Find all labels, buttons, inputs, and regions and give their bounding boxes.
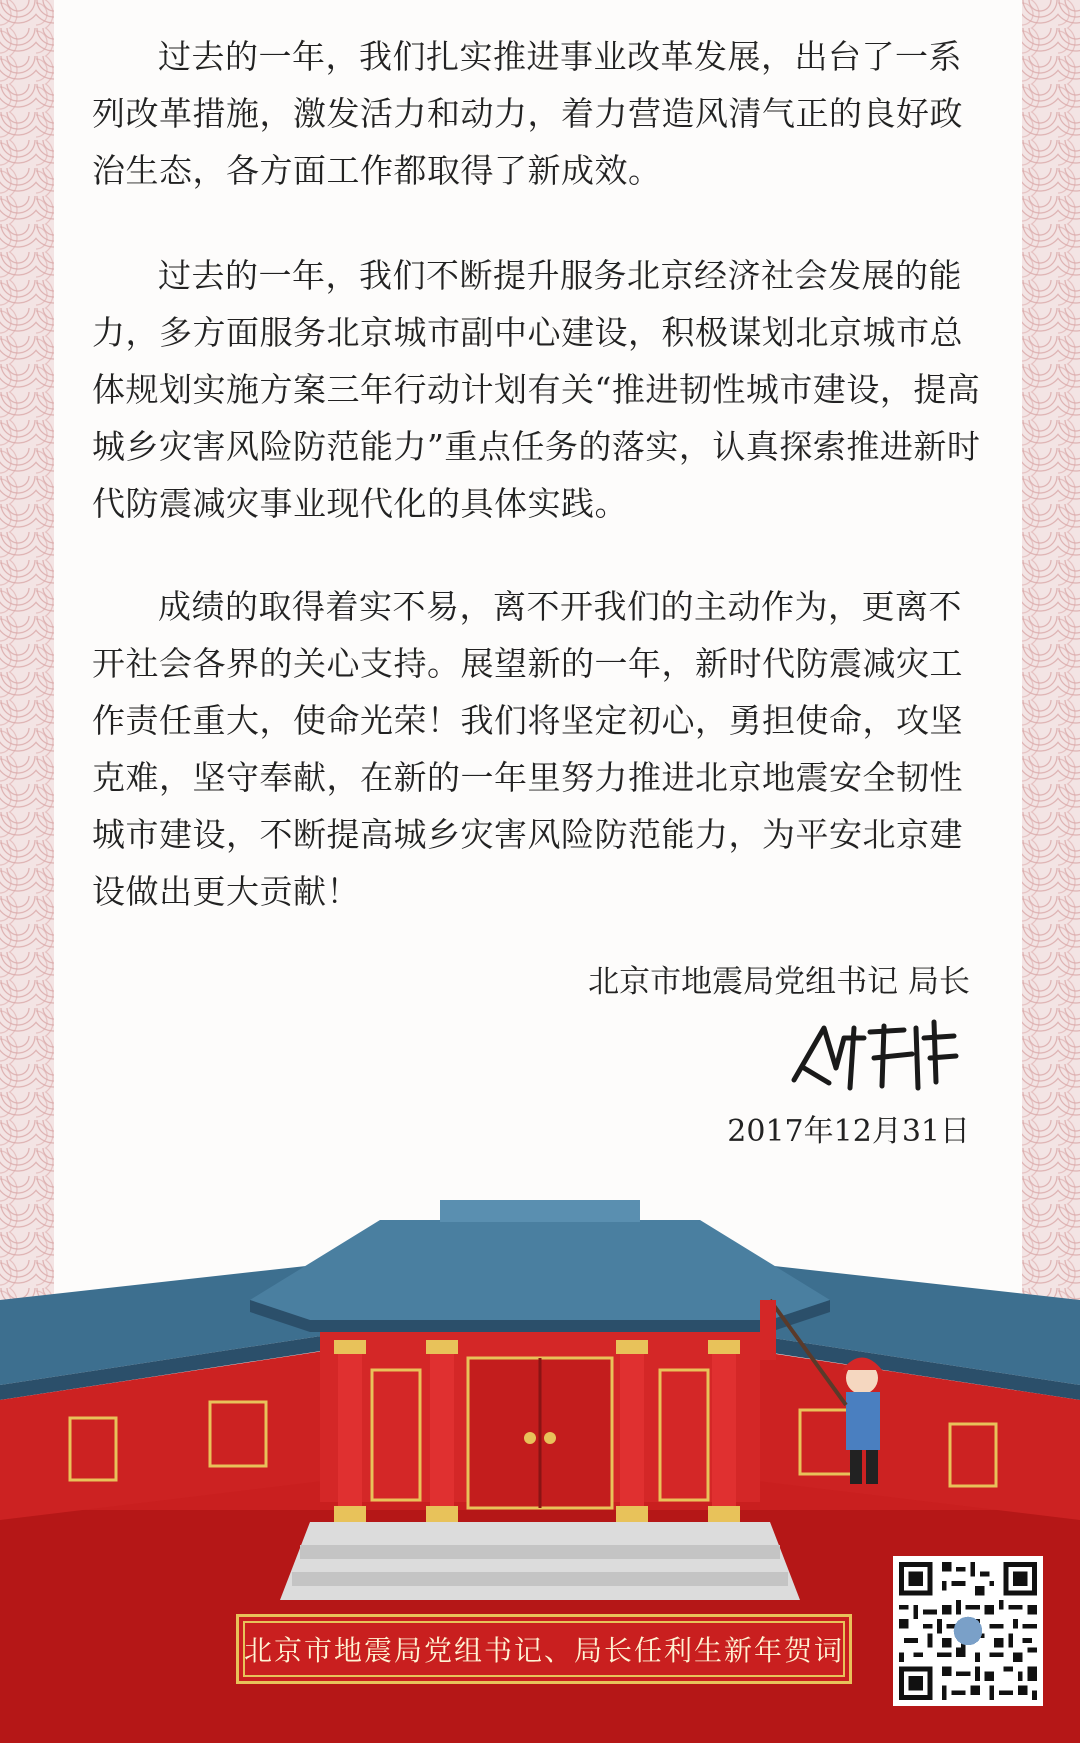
letter-date: 2017年12月31日 — [727, 1114, 970, 1149]
signature-icon — [784, 1008, 964, 1098]
banner-text: 北京市地震局党组书记、局长任利生新年贺词 — [243, 1634, 844, 1667]
letter-body — [92, 28, 992, 968]
left-decorative-border — [0, 0, 54, 1300]
paragraph-1: 过去的一年，我们扎实推进事业改革发展，出台了一系列改革措施，激发活力和动力，着力营造风清气正的良好政治生态，各方面工作都取得了新成效。 — [92, 37, 963, 190]
title-banner — [236, 1614, 852, 1684]
right-decorative-border — [1022, 0, 1080, 1300]
signer-title: 北京市地震局党组书记 局长 — [588, 964, 970, 1000]
paragraph-2: 过去的一年，我们不断提升服务北京经济社会发展的能力，多方面服务北京城市副中心建设，积极谋划北京城市总体规划实施方案三年行动计划有关“推进韧性城市建设，提高城乡灾害风险防范能力”重点任务的落实，认真探索推进新时代防震减灾事业现代化的具体实践。 — [92, 256, 981, 523]
qr-code-icon — [893, 1556, 1043, 1706]
qr-pattern — [899, 1562, 1037, 1700]
paragraph-3: 成绩的取得着实不易，离不开我们的主动作为，更离不开社会各界的关心支持。展望新的一年，新时代防震减灾工作责任重大，使命光荣！我们将坚定初心，勇担使命，攻坚克难，坚守奉献，在新的一年里努力推进北京地震安全韧性城市建设，不断提高城乡灾害风险防范能力，为平安北京建设做出更大贡献！ — [92, 587, 963, 911]
